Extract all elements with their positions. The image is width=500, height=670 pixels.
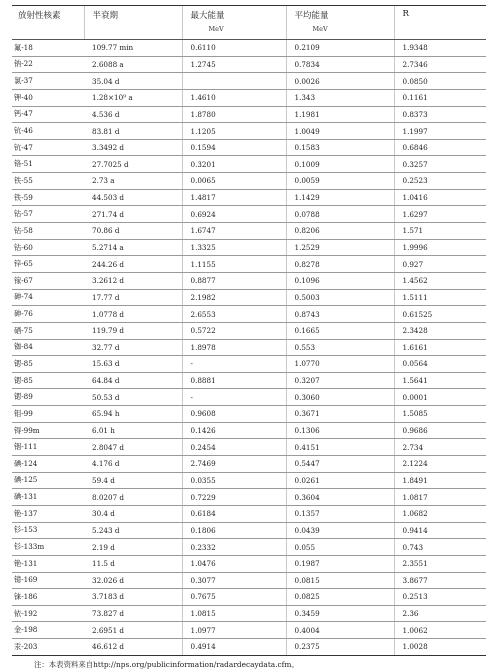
cell-max-energy: 0.8877: [182, 272, 286, 289]
cell-ratio: 0.743: [394, 539, 486, 556]
cell-ratio: 0.8373: [394, 106, 486, 123]
table-row: [12, 555, 486, 572]
cell-ratio: 0.0850: [394, 73, 486, 90]
cell-nuclide: 硒-75: [12, 322, 84, 339]
table-row: [12, 439, 486, 456]
cell-half-life: 50.53 d: [84, 389, 182, 406]
cell-half-life: 2.19 d: [84, 539, 182, 556]
cell-ratio: 0.0564: [394, 356, 486, 373]
cell-nuclide: 钪-47: [12, 139, 84, 156]
cell-ratio: 0.9686: [394, 422, 486, 439]
cell-half-life: 2.6951 d: [84, 622, 182, 639]
cell-nuclide: 铼-186: [12, 589, 84, 606]
cell-ratio: 1.8491: [394, 472, 486, 489]
table-row: [12, 173, 486, 190]
table-row: [12, 406, 486, 423]
cell-half-life: 4.176 d: [84, 456, 182, 473]
cell-half-life: 1.28×10⁹ a: [84, 89, 182, 106]
cell-ratio: 0.6846: [394, 139, 486, 156]
cell-nuclide: 铯-137: [12, 505, 84, 522]
cell-max-energy: 0.3201: [182, 156, 286, 173]
cell-half-life: 30.4 d: [84, 505, 182, 522]
table-row: [12, 272, 486, 289]
cell-max-energy: [182, 73, 286, 90]
cell-nuclide: 钴-60: [12, 239, 84, 256]
nuclide-table: [12, 5, 486, 656]
cell-avg-energy: 0.3060: [286, 389, 394, 406]
cell-nuclide: 金-198: [12, 622, 84, 639]
cell-nuclide: 氟-18: [12, 40, 84, 57]
table-row: [12, 356, 486, 373]
cell-max-energy: -: [182, 356, 286, 373]
cell-max-energy: 0.5722: [182, 322, 286, 339]
cell-ratio: 2.36: [394, 605, 486, 622]
table-row: [12, 156, 486, 173]
cell-max-energy: 0.9608: [182, 406, 286, 423]
cell-nuclide: 锌-65: [12, 256, 84, 273]
cell-half-life: 15.63 d: [84, 356, 182, 373]
cell-max-energy: -: [182, 389, 286, 406]
cell-half-life: 119.79 d: [84, 322, 182, 339]
table-row: [12, 505, 486, 522]
table-row: [12, 539, 486, 556]
cell-avg-energy: 0.0825: [286, 589, 394, 606]
cell-nuclide: 碘-124: [12, 456, 84, 473]
cell-max-energy: 2.1982: [182, 289, 286, 306]
table-row: [12, 189, 486, 206]
cell-max-energy: 1.1205: [182, 123, 286, 140]
cell-avg-energy: 0.8278: [286, 256, 394, 273]
cell-nuclide: 锶-89: [12, 389, 84, 406]
cell-half-life: 3.3492 d: [84, 139, 182, 156]
cell-max-energy: 0.2332: [182, 539, 286, 556]
cell-max-energy: 0.0065: [182, 173, 286, 190]
cell-half-life: 32.026 d: [84, 572, 182, 589]
table-row: [12, 322, 486, 339]
header-nuclide: 放射性核素: [12, 6, 84, 40]
cell-ratio: 2.1224: [394, 456, 486, 473]
cell-nuclide: 铁-59: [12, 189, 84, 206]
cell-max-energy: 1.0977: [182, 622, 286, 639]
cell-max-energy: 1.1155: [182, 256, 286, 273]
table-footnote: 注：本表资料来自http://nps.org/publicinformation/radardecaydata.cfm。: [34, 659, 299, 669]
table-row: [12, 489, 486, 506]
cell-avg-energy: 0.553: [286, 339, 394, 356]
cell-half-life: 8.0207 d: [84, 489, 182, 506]
cell-nuclide: 镓-67: [12, 272, 84, 289]
table-row: [12, 40, 486, 57]
header-ratio: R: [394, 6, 486, 40]
cell-avg-energy: 0.7834: [286, 56, 394, 73]
header-avg-energy-label: 平均能量: [294, 11, 329, 21]
cell-nuclide: 钐-153: [12, 522, 84, 539]
cell-half-life: 244.26 d: [84, 256, 182, 273]
cell-ratio: 0.3257: [394, 156, 486, 173]
cell-half-life: 271.74 d: [84, 206, 182, 223]
cell-ratio: 0.61525: [394, 306, 486, 323]
cell-half-life: 17.77 d: [84, 289, 182, 306]
header-max-energy: [182, 6, 286, 40]
cell-avg-energy: 0.0815: [286, 572, 394, 589]
cell-half-life: 2.6088 a: [84, 56, 182, 73]
cell-ratio: 0.0001: [394, 389, 486, 406]
cell-half-life: 109.77 min: [84, 40, 182, 57]
cell-avg-energy: 0.0439: [286, 522, 394, 539]
cell-ratio: 1.6297: [394, 206, 486, 223]
cell-ratio: 1.0682: [394, 505, 486, 522]
cell-max-energy: 1.8978: [182, 339, 286, 356]
cell-half-life: 32.77 d: [84, 339, 182, 356]
cell-avg-energy: 0.2109: [286, 40, 394, 57]
table-row: [12, 389, 486, 406]
table-row: [12, 422, 486, 439]
cell-half-life: 44.503 d: [84, 189, 182, 206]
cell-avg-energy: 1.1981: [286, 106, 394, 123]
cell-max-energy: 0.1426: [182, 422, 286, 439]
cell-ratio: 1.571: [394, 223, 486, 240]
table-body: [12, 40, 486, 656]
cell-avg-energy: 0.2375: [286, 639, 394, 656]
cell-avg-energy: 0.1009: [286, 156, 394, 173]
cell-ratio: 1.5111: [394, 289, 486, 306]
cell-ratio: 1.9348: [394, 40, 486, 57]
cell-avg-energy: 0.1987: [286, 555, 394, 572]
table-row: [12, 589, 486, 606]
table-row: [12, 89, 486, 106]
cell-half-life: 2.8047 d: [84, 439, 182, 456]
cell-nuclide: 铁-55: [12, 173, 84, 190]
table-row: [12, 256, 486, 273]
cell-avg-energy: 0.1306: [286, 422, 394, 439]
table-row: [12, 289, 486, 306]
table-row: [12, 472, 486, 489]
table-row: [12, 73, 486, 90]
cell-avg-energy: 0.1096: [286, 272, 394, 289]
cell-half-life: 3.2612 d: [84, 272, 182, 289]
cell-nuclide: 铯-131: [12, 555, 84, 572]
table-row: [12, 123, 486, 140]
cell-nuclide: 钾-40: [12, 89, 84, 106]
table-row: [12, 306, 486, 323]
cell-ratio: 1.0062: [394, 622, 486, 639]
cell-avg-energy: 0.3207: [286, 372, 394, 389]
cell-nuclide: 镱-169: [12, 572, 84, 589]
cell-max-energy: 1.8780: [182, 106, 286, 123]
cell-nuclide: 锶-85: [12, 372, 84, 389]
cell-ratio: 2.734: [394, 439, 486, 456]
table-row: [12, 206, 486, 223]
cell-max-energy: 1.4610: [182, 89, 286, 106]
cell-max-energy: 0.6184: [182, 505, 286, 522]
cell-ratio: 1.1997: [394, 123, 486, 140]
cell-max-energy: 2.6553: [182, 306, 286, 323]
cell-ratio: 2.3551: [394, 555, 486, 572]
table-row: [12, 572, 486, 589]
header-max-energy-unit: MeV: [208, 25, 224, 33]
cell-ratio: 3.8677: [394, 572, 486, 589]
cell-ratio: 1.0416: [394, 189, 486, 206]
cell-ratio: 0.927: [394, 256, 486, 273]
cell-half-life: 59.4 d: [84, 472, 182, 489]
document-page: [12, 5, 486, 670]
header-avg-energy: [286, 6, 394, 40]
cell-avg-energy: 0.5003: [286, 289, 394, 306]
table-row: [12, 223, 486, 240]
cell-ratio: 0.2523: [394, 173, 486, 190]
cell-ratio: 0.9414: [394, 522, 486, 539]
cell-max-energy: 0.1806: [182, 522, 286, 539]
table-row: [12, 605, 486, 622]
cell-avg-energy: 0.5447: [286, 456, 394, 473]
cell-nuclide: 碘-131: [12, 489, 84, 506]
cell-half-life: 27.7025 d: [84, 156, 182, 173]
cell-half-life: 5.243 d: [84, 522, 182, 539]
table-row: [12, 106, 486, 123]
table-row: [12, 239, 486, 256]
cell-max-energy: 1.4817: [182, 189, 286, 206]
table-row: [12, 522, 486, 539]
cell-ratio: 0.2513: [394, 589, 486, 606]
header-half-life: 半衰期: [84, 6, 182, 40]
cell-ratio: 1.4562: [394, 272, 486, 289]
cell-avg-energy: 1.2529: [286, 239, 394, 256]
cell-avg-energy: 1.343: [286, 89, 394, 106]
cell-nuclide: 铬-51: [12, 156, 84, 173]
table-row: [12, 622, 486, 639]
cell-half-life: 35.04 d: [84, 73, 182, 90]
table-row: [12, 339, 486, 356]
cell-half-life: 2.73 a: [84, 173, 182, 190]
cell-nuclide: 砷-74: [12, 289, 84, 306]
cell-half-life: 6.01 h: [84, 422, 182, 439]
cell-avg-energy: 0.0261: [286, 472, 394, 489]
cell-nuclide: 碘-125: [12, 472, 84, 489]
cell-max-energy: 0.3077: [182, 572, 286, 589]
cell-avg-energy: 1.0049: [286, 123, 394, 140]
cell-ratio: 2.3428: [394, 322, 486, 339]
cell-nuclide: 钼-99: [12, 406, 84, 423]
cell-ratio: 0.1161: [394, 89, 486, 106]
cell-nuclide: 氯-37: [12, 73, 84, 90]
cell-ratio: 1.0817: [394, 489, 486, 506]
cell-half-life: 46.612 d: [84, 639, 182, 656]
cell-half-life: 83.81 d: [84, 123, 182, 140]
cell-avg-energy: 0.1357: [286, 505, 394, 522]
table-row: [12, 456, 486, 473]
header-avg-energy-unit: MeV: [312, 25, 328, 33]
cell-half-life: 65.94 h: [84, 406, 182, 423]
cell-ratio: 1.5085: [394, 406, 486, 423]
cell-avg-energy: 0.1665: [286, 322, 394, 339]
cell-max-energy: 1.2745: [182, 56, 286, 73]
cell-nuclide: 钪-46: [12, 123, 84, 140]
cell-avg-energy: 0.4004: [286, 622, 394, 639]
cell-nuclide: 钴-57: [12, 206, 84, 223]
cell-max-energy: 1.3325: [182, 239, 286, 256]
cell-ratio: 1.0028: [394, 639, 486, 656]
cell-max-energy: 0.6110: [182, 40, 286, 57]
cell-ratio: 1.5641: [394, 372, 486, 389]
cell-nuclide: 钙-47: [12, 106, 84, 123]
table-row: [12, 139, 486, 156]
cell-ratio: 1.6161: [394, 339, 486, 356]
cell-max-energy: 1.6747: [182, 223, 286, 240]
cell-half-life: 4.536 d: [84, 106, 182, 123]
cell-nuclide: 钠-22: [12, 56, 84, 73]
table-row: [12, 56, 486, 73]
cell-max-energy: 0.6924: [182, 206, 286, 223]
cell-max-energy: 0.4914: [182, 639, 286, 656]
cell-half-life: 1.0778 d: [84, 306, 182, 323]
cell-avg-energy: 1.0770: [286, 356, 394, 373]
table-row: [12, 372, 486, 389]
cell-avg-energy: 0.3604: [286, 489, 394, 506]
cell-avg-energy: 0.8743: [286, 306, 394, 323]
cell-ratio: 1.9996: [394, 239, 486, 256]
cell-half-life: 73.827 d: [84, 605, 182, 622]
cell-nuclide: 钐-133m: [12, 539, 84, 556]
cell-nuclide: 锶-85: [12, 356, 84, 373]
cell-half-life: 64.84 d: [84, 372, 182, 389]
cell-ratio: 2.7346: [394, 56, 486, 73]
cell-max-energy: 0.8881: [182, 372, 286, 389]
cell-nuclide: 铱-192: [12, 605, 84, 622]
cell-avg-energy: 0.0026: [286, 73, 394, 90]
cell-nuclide: 铷-84: [12, 339, 84, 356]
cell-half-life: 3.7183 d: [84, 589, 182, 606]
cell-half-life: 11.5 d: [84, 555, 182, 572]
cell-max-energy: 0.2454: [182, 439, 286, 456]
cell-avg-energy: 0.0059: [286, 173, 394, 190]
cell-max-energy: 2.7469: [182, 456, 286, 473]
cell-nuclide: 锝-99m: [12, 422, 84, 439]
cell-half-life: 70.86 d: [84, 223, 182, 240]
cell-avg-energy: 0.0788: [286, 206, 394, 223]
cell-avg-energy: 0.055: [286, 539, 394, 556]
cell-max-energy: 0.0355: [182, 472, 286, 489]
header-max-energy-label: 最大能量: [190, 11, 225, 21]
table-header-row: [12, 6, 486, 40]
cell-avg-energy: 0.3671: [286, 406, 394, 423]
cell-avg-energy: 0.1583: [286, 139, 394, 156]
cell-avg-energy: 1.1429: [286, 189, 394, 206]
cell-max-energy: 0.7229: [182, 489, 286, 506]
cell-avg-energy: 0.3459: [286, 605, 394, 622]
cell-max-energy: 1.0815: [182, 605, 286, 622]
cell-max-energy: 0.1594: [182, 139, 286, 156]
cell-nuclide: 汞-203: [12, 639, 84, 656]
cell-avg-energy: 0.8206: [286, 223, 394, 240]
cell-half-life: 5.2714 a: [84, 239, 182, 256]
cell-nuclide: 钴-58: [12, 223, 84, 240]
cell-avg-energy: 0.4151: [286, 439, 394, 456]
cell-nuclide: 铟-111: [12, 439, 84, 456]
cell-max-energy: 1.0476: [182, 555, 286, 572]
cell-max-energy: 0.7675: [182, 589, 286, 606]
cell-nuclide: 砷-76: [12, 306, 84, 323]
